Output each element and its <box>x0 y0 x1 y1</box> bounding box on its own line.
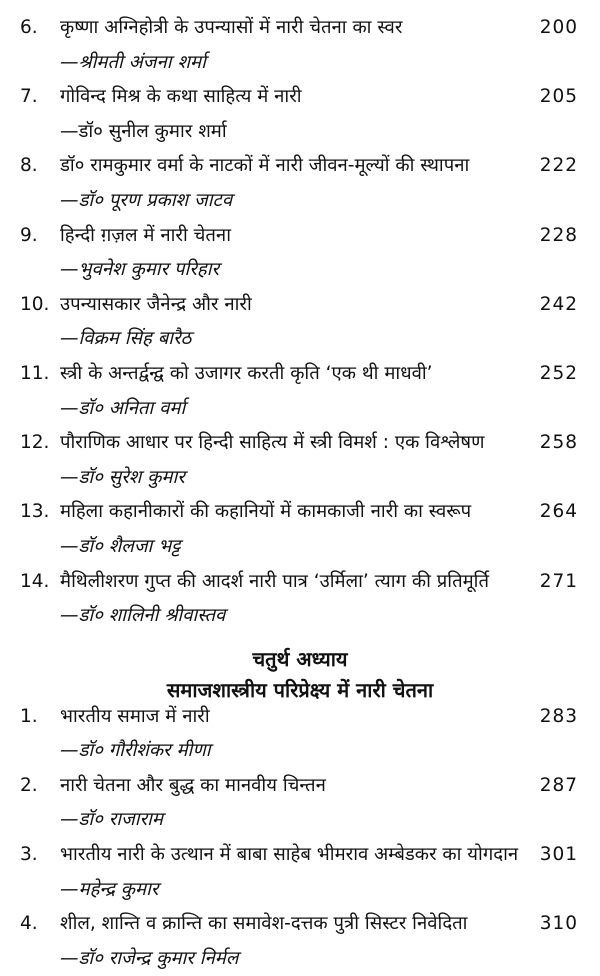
toc-entry <box>0 700 600 769</box>
entry-author-line <box>0 322 600 357</box>
toc-entry <box>0 495 600 564</box>
entry-page-number: 252 <box>539 362 578 384</box>
toc-entry <box>0 769 600 838</box>
entry-author: —श्रीमती अंजना शर्मा <box>60 51 206 73</box>
entry-author-line <box>0 115 600 150</box>
entry-title-line <box>0 907 600 942</box>
entry-title: डॉ० रामकुमार वर्मा के नाटकों में नारी जीवन-मूल्यों की स्थापना <box>60 155 470 177</box>
entry-title: शील, शान्ति व क्रान्ति का समावेश-दत्तक पुत्री सिस्टर निवेदिता <box>60 913 468 935</box>
entry-number: 1. <box>20 705 38 727</box>
toc-entry <box>0 838 600 907</box>
entry-title: उपन्यासकार जैनेन्द्र और नारी <box>60 293 252 315</box>
entry-author: —महेन्द्र कुमार <box>60 878 159 900</box>
toc-entry <box>0 907 600 976</box>
entry-author: —भुवनेश कुमार परिहार <box>60 259 220 281</box>
chapter-subtitle: समाजशास्त्रीय परिप्रेक्ष्य में नारी चेतना <box>166 677 434 702</box>
entry-title-line <box>0 426 600 461</box>
entry-author: —डॉ० राजाराम <box>60 809 163 831</box>
entry-title: गोविन्द मिश्र के कथा साहित्य में नारी <box>60 86 302 108</box>
entry-author: —डॉ० अनिता वर्मा <box>60 397 186 419</box>
entry-title-line <box>0 769 600 804</box>
toc-entry <box>0 426 600 495</box>
entry-author-line <box>0 803 600 838</box>
entry-page-number: 258 <box>539 432 578 454</box>
entry-author-line <box>0 530 600 565</box>
entry-page-number: 264 <box>539 501 578 523</box>
entry-page-number: 310 <box>539 913 578 935</box>
entry-number: 13. <box>20 501 50 523</box>
entry-title-line <box>0 838 600 873</box>
entry-title-line <box>0 288 600 323</box>
entry-author-line <box>0 942 600 976</box>
entry-author-line <box>0 46 600 81</box>
entry-page-number: 283 <box>539 705 578 727</box>
entry-title-line <box>0 495 600 530</box>
toc-entry <box>0 357 600 426</box>
toc-section <box>0 634 600 976</box>
entry-title: हिन्दी ग़ज़ल में नारी चेतना <box>60 224 231 246</box>
entry-page-number: 271 <box>539 570 578 592</box>
toc-entry <box>0 11 600 80</box>
entry-author: —डॉ० शालिनी श्रीवास्तव <box>60 605 226 627</box>
table-of-contents <box>0 11 600 976</box>
entry-author-line <box>0 253 600 288</box>
chapter-heading <box>0 634 600 706</box>
entry-author: —डॉ० शैलजा भट्ट <box>60 535 181 557</box>
entry-page-number: 287 <box>539 774 578 796</box>
entry-title-line <box>0 219 600 254</box>
entry-number: 6. <box>20 17 38 38</box>
entry-title: भारतीय समाज में नारी <box>60 705 210 727</box>
entry-author: —डॉ० गौरीशंकर मीणा <box>60 740 211 762</box>
toc-entry <box>0 149 600 218</box>
entry-number: 10. <box>20 293 50 315</box>
entry-author: —विक्रम सिंह बारैठ <box>60 328 192 350</box>
entry-author: —डॉ० पूरण प्रकाश जाटव <box>60 189 233 211</box>
entry-author: —डॉ० सुनील कुमार शर्मा <box>60 120 227 142</box>
entry-number: 9. <box>20 224 38 246</box>
entry-page-number: 301 <box>539 844 578 866</box>
entry-page-number: 228 <box>539 224 578 246</box>
entry-number: 4. <box>20 913 38 935</box>
entry-number: 11. <box>20 362 50 384</box>
entry-title-line <box>0 700 600 735</box>
entry-number: 7. <box>20 86 38 108</box>
chapter-title: चतुर्थ अध्याय <box>252 646 348 671</box>
entry-page-number: 222 <box>539 155 578 177</box>
entry-title: नारी चेतना और बुद्ध का मानवीय चिन्तन <box>60 774 326 796</box>
entry-title-line <box>0 11 600 46</box>
entry-title-line <box>0 357 600 392</box>
entry-author-line <box>0 184 600 219</box>
toc-entry <box>0 288 600 357</box>
entry-number: 8. <box>20 155 38 177</box>
entry-author-line <box>0 599 600 634</box>
entry-title-line <box>0 80 600 115</box>
entry-number: 2. <box>20 774 38 796</box>
entry-page-number: 242 <box>539 293 578 315</box>
toc-section <box>0 11 600 634</box>
entry-author: —डॉ० राजेन्द्र कुमार निर्मल <box>60 947 239 969</box>
entry-title: कृष्णा अग्निहोत्री के उपन्यासों में नारी चेतना का स्वर <box>60 17 403 38</box>
entry-author-line <box>0 461 600 496</box>
entry-author: —डॉ० सुरेश कुमार <box>60 466 185 488</box>
entry-page-number: 205 <box>539 86 578 108</box>
entry-title-line <box>0 149 600 184</box>
toc-entry <box>0 80 600 149</box>
entry-title-line <box>0 565 600 600</box>
entry-title: भारतीय नारी के उत्थान में बाबा साहेब भीमराव अम्बेडकर का योगदान <box>60 844 519 866</box>
entry-page-number: 200 <box>539 17 578 38</box>
entry-author-line <box>0 873 600 908</box>
entry-title: स्त्री के अन्तर्द्वन्द्व को उजागर करती कृति ‘एक थी माधवी’ <box>60 362 433 384</box>
toc-entry <box>0 219 600 288</box>
entry-title: पौराणिक आधार पर हिन्दी साहित्य में स्त्री विमर्श : एक विश्लेषण <box>60 432 485 454</box>
entry-number: 14. <box>20 570 50 592</box>
entry-author-line <box>0 392 600 427</box>
entry-number: 12. <box>20 432 50 454</box>
entry-title: महिला कहानीकारों की कहानियों में कामकाजी नारी का स्वरूप <box>60 501 472 523</box>
entry-author-line <box>0 734 600 769</box>
toc-entry <box>0 565 600 634</box>
entry-number: 3. <box>20 844 38 866</box>
entry-title: मैथिलीशरण गुप्त की आदर्श नारी पात्र ‘उर्मिला’ त्याग की प्रतिमूर्ति <box>60 570 490 592</box>
